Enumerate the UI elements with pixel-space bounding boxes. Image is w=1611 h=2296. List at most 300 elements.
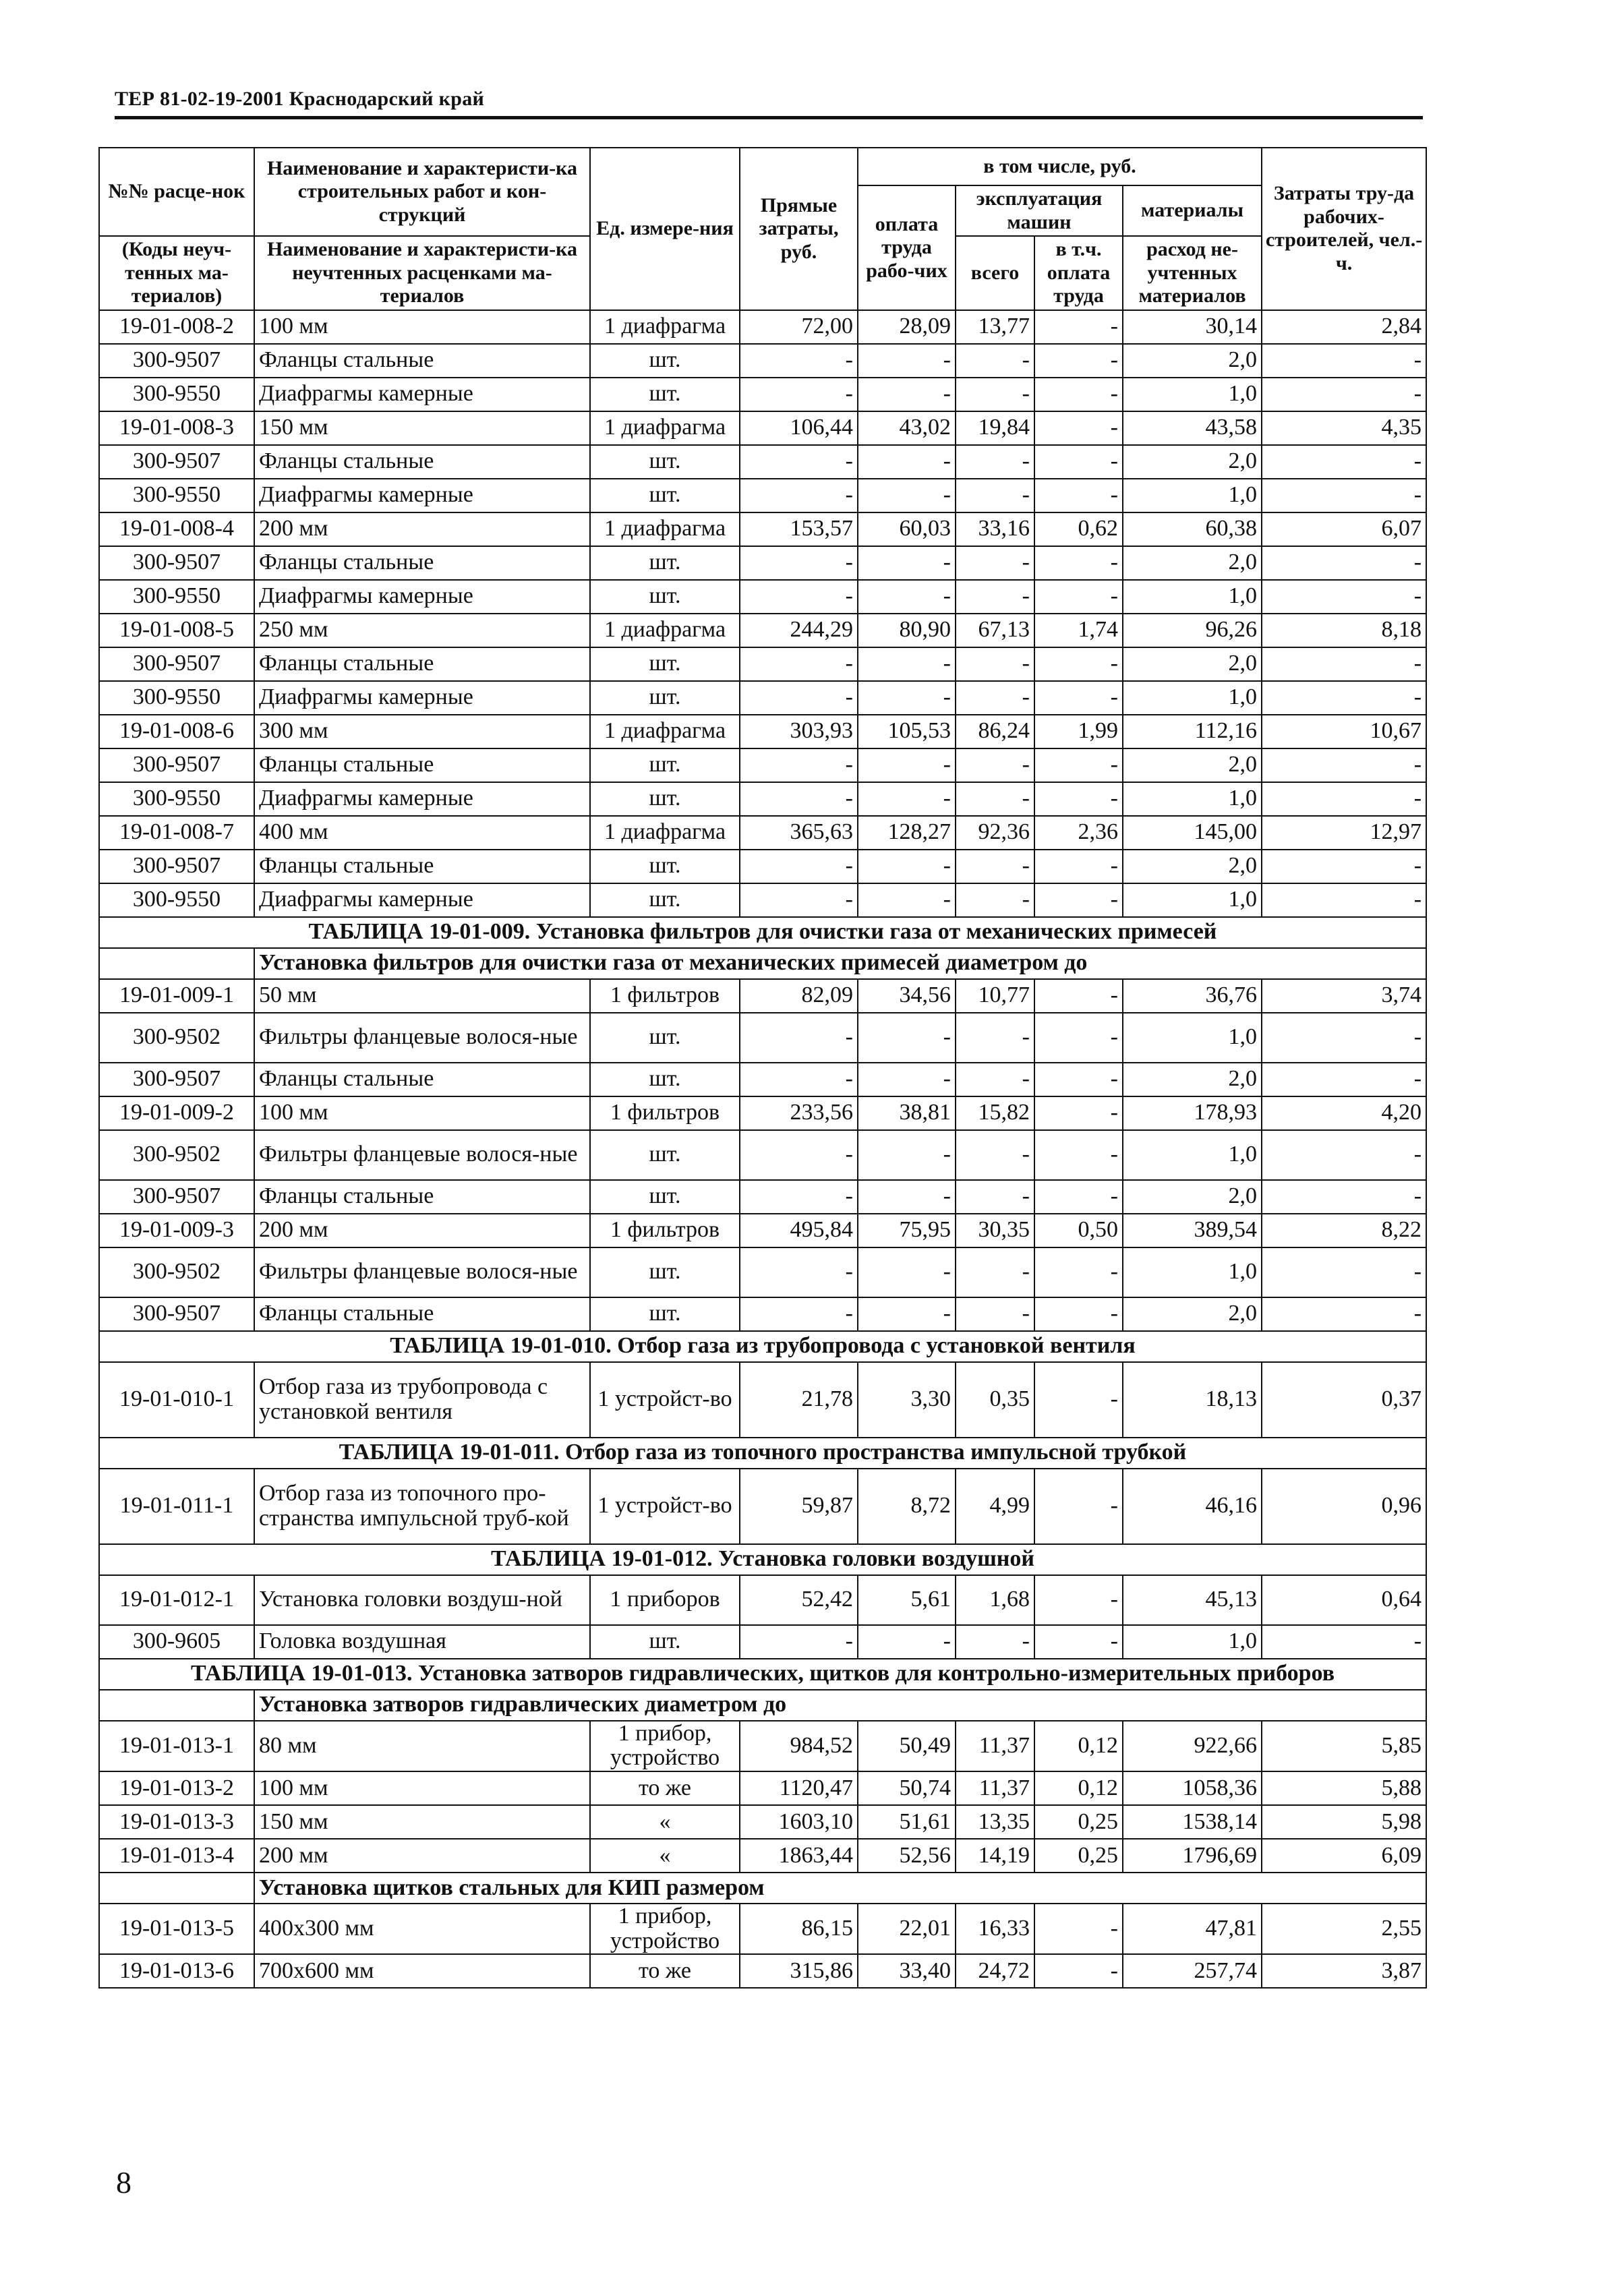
col-machine-total: всего — [956, 236, 1034, 310]
name-cell: Диафрагмы камерные — [254, 681, 590, 715]
code-cell: 19-01-013-1 — [99, 1721, 254, 1771]
section-title: ТАБЛИЦА 19-01-012. Установка головки воздушной — [99, 1544, 1426, 1575]
wage-cell: - — [858, 850, 956, 883]
labor-cell: 5,85 — [1262, 1721, 1426, 1771]
wage-cell: 8,72 — [858, 1469, 956, 1544]
direct-cost-cell: - — [740, 378, 858, 411]
unit-cell: 1 устройст-во — [590, 1469, 740, 1544]
code-cell: 300-9507 — [99, 1297, 254, 1331]
code-cell: 19-01-013-6 — [99, 1954, 254, 1988]
materials-cell: 2,0 — [1123, 344, 1262, 378]
machine-cost-cell: - — [956, 546, 1034, 580]
name-cell: Фланцы стальные — [254, 647, 590, 681]
unit-cell: 1 фильтров — [590, 1096, 740, 1130]
wage-cell: - — [858, 782, 956, 816]
labor-cell: 2,84 — [1262, 310, 1426, 344]
machine-cost-cell: 11,37 — [956, 1721, 1034, 1771]
materials-cell: 47,81 — [1123, 1904, 1262, 1954]
direct-cost-cell: 1603,10 — [740, 1805, 858, 1839]
unit-cell: то же — [590, 1954, 740, 1988]
machine-cost-cell: 0,35 — [956, 1362, 1034, 1438]
unit-cell: шт. — [590, 681, 740, 715]
code-cell: 19-01-009-1 — [99, 979, 254, 1013]
col-labor: Затраты тру-да рабочих-строителей, чел.-ч. — [1262, 148, 1426, 310]
labor-cell: - — [1262, 479, 1426, 512]
wage-cell: - — [858, 1247, 956, 1297]
unit-cell: 1 диафрагма — [590, 310, 740, 344]
machine-cost-cell: - — [956, 479, 1034, 512]
materials-cell: 1,0 — [1123, 1247, 1262, 1297]
col-materials-sub: расход не-учтенных материалов — [1123, 236, 1262, 310]
unit-cell: шт. — [590, 546, 740, 580]
material-row — [99, 1180, 1426, 1214]
materials-cell: 2,0 — [1123, 445, 1262, 479]
subsection-row — [99, 1873, 1426, 1904]
labor-cell: 0,37 — [1262, 1362, 1426, 1438]
material-row — [99, 647, 1426, 681]
unit-cell: шт. — [590, 782, 740, 816]
machine-wage-cell: - — [1034, 782, 1123, 816]
machine-wage-cell: - — [1034, 1362, 1123, 1438]
unit-cell: 1 прибор, устройство — [590, 1721, 740, 1771]
unit-cell: шт. — [590, 1130, 740, 1180]
rate-row — [99, 310, 1426, 344]
material-row — [99, 479, 1426, 512]
code-cell: 300-9550 — [99, 580, 254, 614]
wage-cell: - — [858, 546, 956, 580]
materials-cell: 30,14 — [1123, 310, 1262, 344]
rate-row — [99, 1721, 1426, 1771]
labor-cell: - — [1262, 546, 1426, 580]
labor-cell: - — [1262, 681, 1426, 715]
code-cell: 300-9550 — [99, 479, 254, 512]
code-cell: 19-01-008-7 — [99, 816, 254, 850]
wage-cell: - — [858, 445, 956, 479]
name-cell: Фланцы стальные — [254, 1180, 590, 1214]
machine-cost-cell: - — [956, 1297, 1034, 1331]
materials-cell: 1,0 — [1123, 1625, 1262, 1659]
wage-cell: - — [858, 1625, 956, 1659]
subsection-title: Установка щитков стальных для КИП размером — [254, 1873, 1426, 1904]
name-cell: Фильтры фланцевые волося-ные — [254, 1247, 590, 1297]
direct-cost-cell: - — [740, 647, 858, 681]
materials-cell: 46,16 — [1123, 1469, 1262, 1544]
material-row — [99, 445, 1426, 479]
labor-cell: - — [1262, 1013, 1426, 1063]
name-cell: 400х300 мм — [254, 1904, 590, 1954]
name-cell: 300 мм — [254, 715, 590, 748]
code-cell: 300-9507 — [99, 1180, 254, 1214]
col-name-top: Наименование и характеристи-ка строительных работ и кон-струкций — [254, 148, 590, 236]
labor-cell: - — [1262, 883, 1426, 917]
section-title-row — [99, 1659, 1426, 1690]
materials-cell: 1,0 — [1123, 378, 1262, 411]
name-cell: Фланцы стальные — [254, 1297, 590, 1331]
materials-cell: 1,0 — [1123, 883, 1262, 917]
material-row — [99, 681, 1426, 715]
code-cell: 300-9507 — [99, 1063, 254, 1096]
machine-wage-cell: 0,12 — [1034, 1771, 1123, 1805]
labor-cell: - — [1262, 445, 1426, 479]
machine-wage-cell: - — [1034, 1469, 1123, 1544]
machine-wage-cell: - — [1034, 681, 1123, 715]
materials-cell: 1538,14 — [1123, 1805, 1262, 1839]
unit-cell: 1 диафрагма — [590, 614, 740, 647]
direct-cost-cell: - — [740, 479, 858, 512]
rate-row — [99, 1771, 1426, 1805]
name-cell: Головка воздушная — [254, 1625, 590, 1659]
materials-cell: 18,13 — [1123, 1362, 1262, 1438]
direct-cost-cell: - — [740, 883, 858, 917]
labor-cell: - — [1262, 782, 1426, 816]
name-cell: Диафрагмы камерные — [254, 782, 590, 816]
machine-wage-cell: 1,74 — [1034, 614, 1123, 647]
direct-cost-cell: 1863,44 — [740, 1839, 858, 1873]
machine-cost-cell: - — [956, 1013, 1034, 1063]
labor-cell: 4,20 — [1262, 1096, 1426, 1130]
wage-cell: - — [858, 1180, 956, 1214]
machine-cost-cell: 16,33 — [956, 1904, 1034, 1954]
material-row — [99, 850, 1426, 883]
wage-cell: 50,49 — [858, 1721, 956, 1771]
name-cell: 400 мм — [254, 816, 590, 850]
materials-cell: 36,76 — [1123, 979, 1262, 1013]
col-name-bottom: Наименование и характеристи-ка неучтенных расценками ма-териалов — [254, 236, 590, 310]
rate-row — [99, 715, 1426, 748]
code-cell: 19-01-013-3 — [99, 1805, 254, 1839]
machine-wage-cell: - — [1034, 411, 1123, 445]
machine-cost-cell: - — [956, 1063, 1034, 1096]
section-title: ТАБЛИЦА 19-01-009. Установка фильтров для очистки газа от механических примесей — [99, 917, 1426, 948]
labor-cell: 12,97 — [1262, 816, 1426, 850]
machine-wage-cell: - — [1034, 1904, 1123, 1954]
rate-row — [99, 411, 1426, 445]
unit-cell: шт. — [590, 1013, 740, 1063]
direct-cost-cell: 21,78 — [740, 1362, 858, 1438]
machine-wage-cell: 0,50 — [1034, 1214, 1123, 1247]
material-row — [99, 344, 1426, 378]
machine-cost-cell: 15,82 — [956, 1096, 1034, 1130]
materials-cell: 1,0 — [1123, 1130, 1262, 1180]
machine-wage-cell: - — [1034, 1625, 1123, 1659]
wage-cell: - — [858, 748, 956, 782]
material-row — [99, 1247, 1426, 1297]
code-cell: 300-9507 — [99, 445, 254, 479]
direct-cost-cell: - — [740, 580, 858, 614]
direct-cost-cell: - — [740, 1063, 858, 1096]
materials-cell: 45,13 — [1123, 1575, 1262, 1625]
materials-cell: 2,0 — [1123, 1297, 1262, 1331]
materials-cell: 96,26 — [1123, 614, 1262, 647]
unit-cell: шт. — [590, 580, 740, 614]
materials-cell: 1,0 — [1123, 580, 1262, 614]
unit-cell: 1 приборов — [590, 1575, 740, 1625]
materials-cell: 2,0 — [1123, 1063, 1262, 1096]
direct-cost-cell: - — [740, 1297, 858, 1331]
machine-cost-cell: - — [956, 681, 1034, 715]
direct-cost-cell: - — [740, 748, 858, 782]
name-cell: 50 мм — [254, 979, 590, 1013]
labor-cell: 2,55 — [1262, 1904, 1426, 1954]
machine-wage-cell: - — [1034, 445, 1123, 479]
name-cell: Диафрагмы камерные — [254, 378, 590, 411]
machine-cost-cell: 67,13 — [956, 614, 1034, 647]
subsection-code-cell — [99, 948, 254, 979]
code-cell: 19-01-012-1 — [99, 1575, 254, 1625]
labor-cell: - — [1262, 1063, 1426, 1096]
direct-cost-cell: 153,57 — [740, 512, 858, 546]
wage-cell: 50,74 — [858, 1771, 956, 1805]
name-cell: Фланцы стальные — [254, 546, 590, 580]
name-cell: 700х600 мм — [254, 1954, 590, 1988]
labor-cell: - — [1262, 1297, 1426, 1331]
labor-cell: 4,35 — [1262, 411, 1426, 445]
materials-cell: 2,0 — [1123, 748, 1262, 782]
machine-wage-cell: 0,12 — [1034, 1721, 1123, 1771]
code-cell: 19-01-010-1 — [99, 1362, 254, 1438]
direct-cost-cell: 303,93 — [740, 715, 858, 748]
wage-cell: 80,90 — [858, 614, 956, 647]
machine-cost-cell: - — [956, 344, 1034, 378]
code-cell: 19-01-008-5 — [99, 614, 254, 647]
code-cell: 19-01-009-3 — [99, 1214, 254, 1247]
name-cell: 250 мм — [254, 614, 590, 647]
machine-wage-cell: - — [1034, 344, 1123, 378]
machine-cost-cell: - — [956, 445, 1034, 479]
materials-cell: 112,16 — [1123, 715, 1262, 748]
machine-cost-cell: - — [956, 782, 1034, 816]
labor-cell: 10,67 — [1262, 715, 1426, 748]
machine-cost-cell: - — [956, 1625, 1034, 1659]
labor-cell: - — [1262, 1625, 1426, 1659]
labor-cell: 5,88 — [1262, 1771, 1426, 1805]
direct-cost-cell: 86,15 — [740, 1904, 858, 1954]
machine-wage-cell: - — [1034, 1954, 1123, 1988]
labor-cell: - — [1262, 580, 1426, 614]
labor-cell: - — [1262, 1247, 1426, 1297]
wage-cell: 5,61 — [858, 1575, 956, 1625]
code-cell: 300-9550 — [99, 681, 254, 715]
direct-cost-cell: - — [740, 782, 858, 816]
machine-cost-cell: - — [956, 647, 1034, 681]
materials-cell: 2,0 — [1123, 1180, 1262, 1214]
code-cell: 300-9502 — [99, 1247, 254, 1297]
materials-cell: 43,58 — [1123, 411, 1262, 445]
name-cell: Диафрагмы камерные — [254, 479, 590, 512]
materials-cell: 1796,69 — [1123, 1839, 1262, 1873]
direct-cost-cell: 233,56 — [740, 1096, 858, 1130]
labor-cell: 5,98 — [1262, 1805, 1426, 1839]
labor-cell: - — [1262, 1130, 1426, 1180]
col-incl: в том числе, руб. — [858, 148, 1262, 185]
machine-cost-cell: - — [956, 883, 1034, 917]
rate-row — [99, 1214, 1426, 1247]
name-cell: Фильтры фланцевые волося-ные — [254, 1013, 590, 1063]
machine-wage-cell: - — [1034, 546, 1123, 580]
name-cell: Диафрагмы камерные — [254, 883, 590, 917]
materials-cell: 1058,36 — [1123, 1771, 1262, 1805]
name-cell: Отбор газа из топочного про-странства импульсной труб-кой — [254, 1469, 590, 1544]
code-cell: 300-9502 — [99, 1130, 254, 1180]
name-cell: 200 мм — [254, 512, 590, 546]
materials-cell: 922,66 — [1123, 1721, 1262, 1771]
code-cell: 300-9507 — [99, 647, 254, 681]
wage-cell: - — [858, 1130, 956, 1180]
direct-cost-cell: 984,52 — [740, 1721, 858, 1771]
section-title: ТАБЛИЦА 19-01-011. Отбор газа из топочного пространства импульсной трубкой — [99, 1438, 1426, 1469]
machine-cost-cell: 14,19 — [956, 1839, 1034, 1873]
rate-row — [99, 1469, 1426, 1544]
materials-cell: 60,38 — [1123, 512, 1262, 546]
machine-wage-cell: - — [1034, 479, 1123, 512]
unit-cell: 1 фильтров — [590, 979, 740, 1013]
labor-cell: 0,64 — [1262, 1575, 1426, 1625]
wage-cell: 128,27 — [858, 816, 956, 850]
machine-cost-cell: - — [956, 378, 1034, 411]
wage-cell: 51,61 — [858, 1805, 956, 1839]
name-cell: 100 мм — [254, 1096, 590, 1130]
wage-cell: - — [858, 1063, 956, 1096]
direct-cost-cell: 365,63 — [740, 816, 858, 850]
code-cell: 19-01-008-2 — [99, 310, 254, 344]
code-cell: 300-9550 — [99, 378, 254, 411]
direct-cost-cell: 82,09 — [740, 979, 858, 1013]
section-title-row — [99, 1331, 1426, 1362]
col-unit: Ед. измере-ния — [590, 148, 740, 310]
col-machine: эксплуатация машин — [956, 185, 1123, 236]
materials-cell: 2,0 — [1123, 647, 1262, 681]
materials-cell: 2,0 — [1123, 850, 1262, 883]
unit-cell: шт. — [590, 344, 740, 378]
machine-cost-cell: 24,72 — [956, 1954, 1034, 1988]
unit-cell: шт. — [590, 850, 740, 883]
machine-cost-cell: 19,84 — [956, 411, 1034, 445]
machine-wage-cell: - — [1034, 378, 1123, 411]
code-cell: 300-9507 — [99, 344, 254, 378]
name-cell: Фланцы стальные — [254, 344, 590, 378]
page-header — [115, 80, 1423, 117]
machine-cost-cell: - — [956, 1130, 1034, 1180]
material-row — [99, 1063, 1426, 1096]
machine-cost-cell: - — [956, 580, 1034, 614]
name-cell: Фланцы стальные — [254, 850, 590, 883]
labor-cell: - — [1262, 748, 1426, 782]
code-cell: 300-9507 — [99, 748, 254, 782]
code-cell: 19-01-008-3 — [99, 411, 254, 445]
wage-cell: 34,56 — [858, 979, 956, 1013]
rate-row — [99, 1839, 1426, 1873]
machine-cost-cell: 11,37 — [956, 1771, 1034, 1805]
machine-cost-cell: - — [956, 748, 1034, 782]
machine-cost-cell: 86,24 — [956, 715, 1034, 748]
direct-cost-cell: - — [740, 445, 858, 479]
wage-cell: 75,95 — [858, 1214, 956, 1247]
rates-table — [98, 147, 1427, 1989]
direct-cost-cell: - — [740, 1625, 858, 1659]
code-cell: 300-9507 — [99, 546, 254, 580]
col-code-bottom: (Коды неуч-тенных ма-териалов) — [99, 236, 254, 310]
subsection-row — [99, 948, 1426, 979]
section-title: ТАБЛИЦА 19-01-010. Отбор газа из трубопровода с установкой вентиля — [99, 1331, 1426, 1362]
labor-cell: 8,18 — [1262, 614, 1426, 647]
rate-row — [99, 1954, 1426, 1988]
rate-row — [99, 979, 1426, 1013]
code-cell: 300-9550 — [99, 883, 254, 917]
subsection-title: Установка фильтров для очистки газа от механических примесей диаметром до — [254, 948, 1426, 979]
direct-cost-cell: 52,42 — [740, 1575, 858, 1625]
material-row — [99, 1130, 1426, 1180]
materials-cell: 257,74 — [1123, 1954, 1262, 1988]
machine-cost-cell: 10,77 — [956, 979, 1034, 1013]
direct-cost-cell: 59,87 — [740, 1469, 858, 1544]
unit-cell: шт. — [590, 1247, 740, 1297]
materials-cell: 145,00 — [1123, 816, 1262, 850]
name-cell: 200 мм — [254, 1839, 590, 1873]
name-cell: Отбор газа из трубопровода с установкой вентиля — [254, 1362, 590, 1438]
wage-cell: - — [858, 1297, 956, 1331]
col-code-top: №№ расце-нок — [99, 148, 254, 236]
machine-wage-cell: - — [1034, 883, 1123, 917]
machine-wage-cell: - — [1034, 1130, 1123, 1180]
labor-cell: 0,96 — [1262, 1469, 1426, 1544]
code-cell: 300-9605 — [99, 1625, 254, 1659]
direct-cost-cell: 72,00 — [740, 310, 858, 344]
name-cell: 100 мм — [254, 310, 590, 344]
rate-row — [99, 1575, 1426, 1625]
code-cell: 19-01-011-1 — [99, 1469, 254, 1544]
machine-wage-cell: 2,36 — [1034, 816, 1123, 850]
direct-cost-cell: 495,84 — [740, 1214, 858, 1247]
wage-cell: - — [858, 883, 956, 917]
material-row — [99, 1625, 1426, 1659]
section-title-row — [99, 1438, 1426, 1469]
machine-cost-cell: 13,35 — [956, 1805, 1034, 1839]
unit-cell: шт. — [590, 1063, 740, 1096]
unit-cell: шт. — [590, 1180, 740, 1214]
rate-row — [99, 1904, 1426, 1954]
materials-cell: 1,0 — [1123, 681, 1262, 715]
unit-cell: шт. — [590, 378, 740, 411]
section-title-row — [99, 1544, 1426, 1575]
materials-cell: 1,0 — [1123, 782, 1262, 816]
direct-cost-cell: - — [740, 1130, 858, 1180]
material-row — [99, 546, 1426, 580]
machine-wage-cell: - — [1034, 1575, 1123, 1625]
name-cell: Установка головки воздуш-ной — [254, 1575, 590, 1625]
labor-cell: 8,22 — [1262, 1214, 1426, 1247]
machine-cost-cell: 33,16 — [956, 512, 1034, 546]
code-cell: 19-01-013-2 — [99, 1771, 254, 1805]
material-row — [99, 378, 1426, 411]
labor-cell: - — [1262, 647, 1426, 681]
wage-cell: - — [858, 681, 956, 715]
unit-cell: 1 фильтров — [590, 1214, 740, 1247]
wage-cell: - — [858, 647, 956, 681]
direct-cost-cell: 315,86 — [740, 1954, 858, 1988]
machine-wage-cell: - — [1034, 647, 1123, 681]
material-row — [99, 782, 1426, 816]
direct-cost-cell: - — [740, 1013, 858, 1063]
machine-cost-cell: 13,77 — [956, 310, 1034, 344]
material-row — [99, 1013, 1426, 1063]
rate-row — [99, 512, 1426, 546]
direct-cost-cell: - — [740, 1180, 858, 1214]
materials-cell: 178,93 — [1123, 1096, 1262, 1130]
rate-row — [99, 1805, 1426, 1839]
direct-cost-cell: 244,29 — [740, 614, 858, 647]
col-machine-wage: в т.ч. оплата труда — [1034, 236, 1123, 310]
wage-cell: 43,02 — [858, 411, 956, 445]
